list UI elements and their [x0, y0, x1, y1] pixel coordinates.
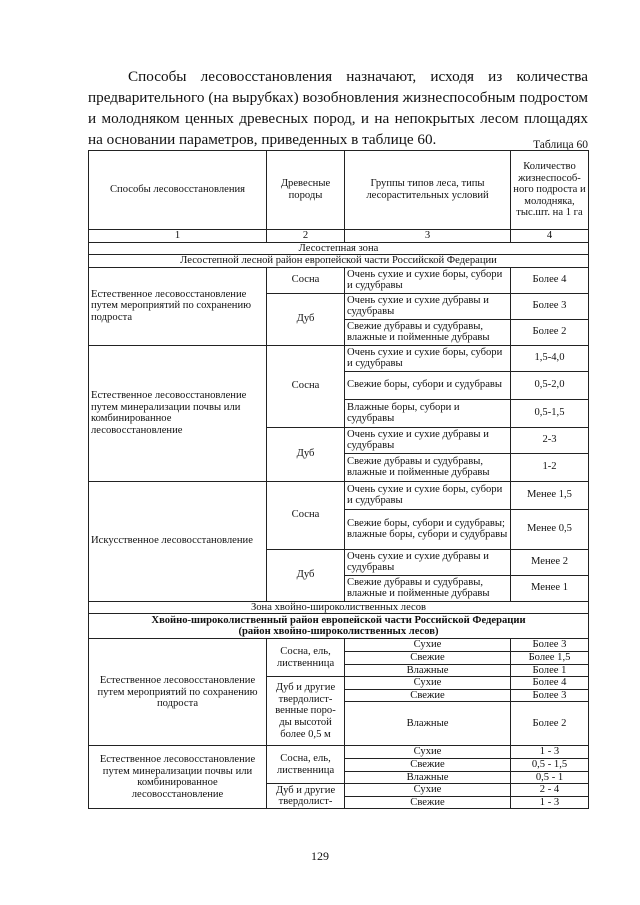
forest-type-cell: Очень сухие и сухие дубравы и судубравы — [345, 549, 511, 575]
quantity-cell: Менее 2 — [511, 549, 589, 575]
forest-type-cell: Свежие дубравы и судубравы, влажные и пойменные дубравы — [345, 453, 511, 481]
species-cell: Дуб и другие твердолист-венные поро-ды высотой более 0,5 м — [267, 677, 345, 746]
quantity-cell: Более 1 — [511, 664, 589, 677]
quantity-cell: 1 - 3 — [511, 746, 589, 759]
quantity-cell: Более 3 — [511, 639, 589, 652]
quantity-cell: Более 4 — [511, 267, 589, 293]
species-cell: Сосна, ель, лиственница — [267, 746, 345, 784]
species-cell: Дуб — [267, 549, 345, 601]
species-cell: Сосна — [267, 345, 345, 427]
col-number: 4 — [511, 230, 589, 243]
forest-type-cell: Свежие — [345, 758, 511, 771]
quantity-cell: 0,5 - 1,5 — [511, 758, 589, 771]
forest-type-cell: Очень сухие и сухие боры, субори и судубравы — [345, 481, 511, 509]
quantity-cell: Более 2 — [511, 319, 589, 345]
quantity-cell: Более 4 — [511, 677, 589, 690]
zone-title-row — [89, 601, 589, 614]
district-title — [89, 614, 589, 639]
quantity-cell: 0,5 - 1 — [511, 771, 589, 784]
table-caption: Таблица 60 — [533, 139, 588, 151]
quantity-cell: Менее 0,5 — [511, 509, 589, 549]
quantity-cell: 1,5-4,0 — [511, 345, 589, 371]
forest-type-cell: Свежие — [345, 796, 511, 809]
species-cell: Дуб — [267, 427, 345, 481]
intro-text: Способы лесовосстановления назначают, исходя из количества предварительного (на вырубках) возобновления жизнеспособным подростом и молодняком ценных древесных пород, и на непокрытых лесом площадях на основании параметров, приведенных в таблице 60. — [88, 68, 588, 148]
method-cell: Искусственное лесовосстановление — [89, 481, 267, 601]
header-quantity: Количество жизнеспособ-ного подроста и молодняка, тыс.шт. на 1 га — [511, 151, 589, 230]
district-line-1: Хвойно-широколиственный район европейской части Российской Федерации — [151, 614, 526, 626]
species-cell: Дуб и другие твердолист- — [267, 784, 345, 809]
district-title: Лесостепной лесной район европейской части Российской Федерации — [89, 255, 589, 268]
quantity-cell: Более 3 — [511, 689, 589, 702]
method-cell: Естественное лесовосстановление путем мероприятий по сохранению подроста — [89, 639, 267, 746]
header-method: Способы лесовосстановления — [89, 151, 267, 230]
forest-type-cell: Свежие дубравы и судубравы, влажные и пойменные дубравы — [345, 575, 511, 601]
forest-type-cell: Очень сухие и сухие боры, субори и судубравы — [345, 345, 511, 371]
species-cell: Сосна, ель, лиственница — [267, 639, 345, 677]
zone-title: Зона хвойно-широколиственных лесов — [89, 601, 589, 614]
table-row — [89, 481, 589, 509]
method-cell: Естественное лесовосстановление путем минерализации почвы или комбинированное лесовосстановление — [89, 746, 267, 809]
forest-type-cell: Влажные — [345, 702, 511, 746]
district-line-2: (район хвойно-широколиственных лесов) — [238, 626, 439, 638]
quantity-cell: Менее 1,5 — [511, 481, 589, 509]
method-cell: Естественное лесовосстановление путем минерализации почвы или комбинированное лесовосстановление — [89, 345, 267, 481]
forest-type-cell: Свежие дубравы и судубравы, влажные и пойменные дубравы — [345, 319, 511, 345]
table-row — [89, 746, 589, 759]
col-number: 2 — [267, 230, 345, 243]
quantity-cell: 0,5-2,0 — [511, 371, 589, 399]
page-number: 129 — [311, 849, 329, 863]
column-number-row — [89, 230, 589, 243]
quantity-cell: 1-2 — [511, 453, 589, 481]
table-row — [89, 267, 589, 293]
quantity-cell: Более 3 — [511, 293, 589, 319]
table-row — [89, 345, 589, 371]
quantity-cell: 2 - 4 — [511, 784, 589, 797]
quantity-cell: 1 - 3 — [511, 796, 589, 809]
zone-title: Лесостепная зона — [89, 242, 589, 255]
reforestation-table — [88, 150, 589, 809]
quantity-cell: Менее 1 — [511, 575, 589, 601]
quantity-cell: Более 1,5 — [511, 651, 589, 664]
forest-type-cell: Влажные — [345, 771, 511, 784]
district-row — [89, 614, 589, 639]
table-header-row — [89, 151, 589, 230]
header-forest-type: Группы типов леса, типы лесорастительных условий — [345, 151, 511, 230]
zone-title-row — [89, 242, 589, 255]
forest-type-cell: Влажные боры, субори и судубравы — [345, 399, 511, 427]
quantity-cell: 2-3 — [511, 427, 589, 453]
forest-type-cell: Сухие — [345, 677, 511, 690]
forest-type-cell: Свежие — [345, 689, 511, 702]
species-cell: Дуб — [267, 293, 345, 345]
forest-type-cell: Очень сухие и сухие дубравы и судубравы — [345, 293, 511, 319]
forest-type-cell: Свежие боры, субори и судубравы — [345, 371, 511, 399]
species-cell: Сосна — [267, 481, 345, 549]
quantity-cell: 0,5-1,5 — [511, 399, 589, 427]
forest-type-cell: Влажные — [345, 664, 511, 677]
forest-type-cell: Свежие боры, субори и судубравы; влажные боры, субори и судубравы — [345, 509, 511, 549]
table-row — [89, 639, 589, 652]
intro-paragraph — [88, 66, 588, 150]
col-number: 3 — [345, 230, 511, 243]
species-cell: Сосна — [267, 267, 345, 293]
method-cell: Естественное лесовосстановление путем мероприятий по сохранению подроста — [89, 267, 267, 345]
forest-type-cell: Сухие — [345, 639, 511, 652]
district-row — [89, 255, 589, 268]
quantity-cell: Более 2 — [511, 702, 589, 746]
forest-type-cell: Сухие — [345, 784, 511, 797]
forest-type-cell: Свежие — [345, 651, 511, 664]
header-species: Древесные породы — [267, 151, 345, 230]
forest-type-cell: Очень сухие и сухие боры, субори и судубравы — [345, 267, 511, 293]
forest-type-cell: Сухие — [345, 746, 511, 759]
col-number: 1 — [89, 230, 267, 243]
forest-type-cell: Очень сухие и сухие дубравы и судубравы — [345, 427, 511, 453]
